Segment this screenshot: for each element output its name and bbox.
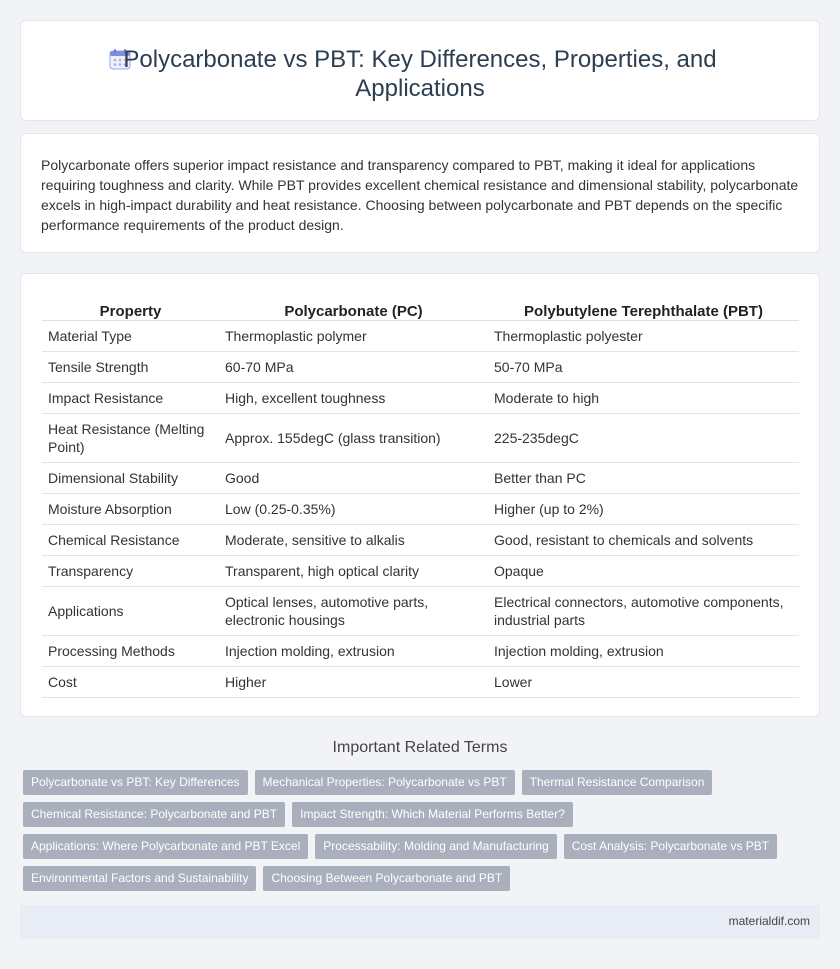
table-cell: Heat Resistance (Melting Point) xyxy=(42,413,219,462)
table-cell: 225-235degC xyxy=(488,413,799,462)
table-cell: High, excellent toughness xyxy=(219,382,488,413)
table-cell: Moderate to high xyxy=(488,382,799,413)
related-term-tag[interactable]: Polycarbonate vs PBT: Key Differences xyxy=(23,770,248,795)
table-cell: Good, resistant to chemicals and solvents xyxy=(488,524,799,555)
table-cell: Injection molding, extrusion xyxy=(219,635,488,666)
tag-row xyxy=(23,834,823,859)
table-cell: Chemical Resistance xyxy=(42,524,219,555)
table-row xyxy=(42,320,799,351)
related-term-tag[interactable]: Impact Strength: Which Material Performs Better? xyxy=(292,802,573,827)
page-title-line1: Polycarbonate vs PBT: Key Differences, Properties, and xyxy=(123,46,717,73)
table-row xyxy=(42,586,799,635)
table-cell: Moisture Absorption xyxy=(42,493,219,524)
table-cell: Processing Methods xyxy=(42,635,219,666)
related-term-tag[interactable]: Applications: Where Polycarbonate and PBT Excel xyxy=(23,834,308,859)
table-row xyxy=(42,493,799,524)
table-cell: Thermoplastic polymer xyxy=(219,320,488,351)
related-term-tag[interactable]: Mechanical Properties: Polycarbonate vs PBT xyxy=(255,770,515,795)
related-term-tag[interactable]: Thermal Resistance Comparison xyxy=(522,770,713,795)
tag-row xyxy=(23,770,823,795)
table-cell: Thermoplastic polyester xyxy=(488,320,799,351)
table-cell: Moderate, sensitive to alkalis xyxy=(219,524,488,555)
related-terms-list xyxy=(23,770,823,898)
related-term-tag[interactable]: Cost Analysis: Polycarbonate vs PBT xyxy=(564,834,777,859)
footer xyxy=(20,905,820,939)
page-title xyxy=(21,45,819,103)
table-cell: Higher (up to 2%) xyxy=(488,493,799,524)
column-header-pbt: Polybutylene Terephthalate (PBT) xyxy=(488,296,799,320)
table-cell: Low (0.25-0.35%) xyxy=(219,493,488,524)
table-row xyxy=(42,555,799,586)
table-cell: Dimensional Stability xyxy=(42,462,219,493)
table-cell: Injection molding, extrusion xyxy=(488,635,799,666)
table-cell: Electrical connectors, automotive components, industrial parts xyxy=(488,586,799,635)
table-cell: Transparency xyxy=(42,555,219,586)
column-header-property: Property xyxy=(42,296,219,320)
table-cell: Lower xyxy=(488,666,799,697)
table-cell: 60-70 MPa xyxy=(219,351,488,382)
table-cell: Transparent, high optical clarity xyxy=(219,555,488,586)
page-title-line2: Applications xyxy=(355,75,485,102)
table-row xyxy=(42,413,799,462)
table-row xyxy=(42,382,799,413)
table-row xyxy=(42,462,799,493)
footer-site-link[interactable]: materialdif.com xyxy=(728,914,810,928)
intro-paragraph: Polycarbonate offers superior impact resistance and transparency compared to PBT, making it ideal for applications requiring toughness and clarity. While PBT provides excellent chemical resistance and dimensional stability, polycarbonate excels in high-impact durability and heat resistance. Choosing between polycarbonate and PBT depends on the specific performance requirements of the product design. xyxy=(41,157,799,233)
tag-row xyxy=(23,866,823,891)
table-cell: Impact Resistance xyxy=(42,382,219,413)
table-cell: Good xyxy=(219,462,488,493)
table-cell: Cost xyxy=(42,666,219,697)
related-term-tag[interactable]: Chemical Resistance: Polycarbonate and PBT xyxy=(23,802,285,827)
table-row xyxy=(42,666,799,697)
column-header-pc: Polycarbonate (PC) xyxy=(219,296,488,320)
intro-card xyxy=(20,133,820,253)
related-term-tag[interactable]: Environmental Factors and Sustainability xyxy=(23,866,256,891)
table-cell: 50-70 MPa xyxy=(488,351,799,382)
table-row xyxy=(42,635,799,666)
table-row xyxy=(42,524,799,555)
table-cell: Optical lenses, automotive parts, electronic housings xyxy=(219,586,488,635)
table-row xyxy=(42,351,799,382)
table-header-row xyxy=(42,296,799,320)
table-cell: Approx. 155degC (glass transition) xyxy=(219,413,488,462)
table-cell: Opaque xyxy=(488,555,799,586)
related-term-tag[interactable]: Processability: Molding and Manufacturing xyxy=(315,834,556,859)
table-cell: Material Type xyxy=(42,320,219,351)
tag-row xyxy=(23,802,823,827)
table-cell: Tensile Strength xyxy=(42,351,219,382)
related-terms-title: Important Related Terms xyxy=(332,739,508,756)
table-cell: Higher xyxy=(219,666,488,697)
related-term-tag[interactable]: Choosing Between Polycarbonate and PBT xyxy=(263,866,510,891)
comparison-table xyxy=(42,296,799,698)
comparison-table-card xyxy=(20,273,820,717)
table-cell: Applications xyxy=(42,586,219,635)
header-card xyxy=(20,20,820,121)
table-cell: Better than PC xyxy=(488,462,799,493)
